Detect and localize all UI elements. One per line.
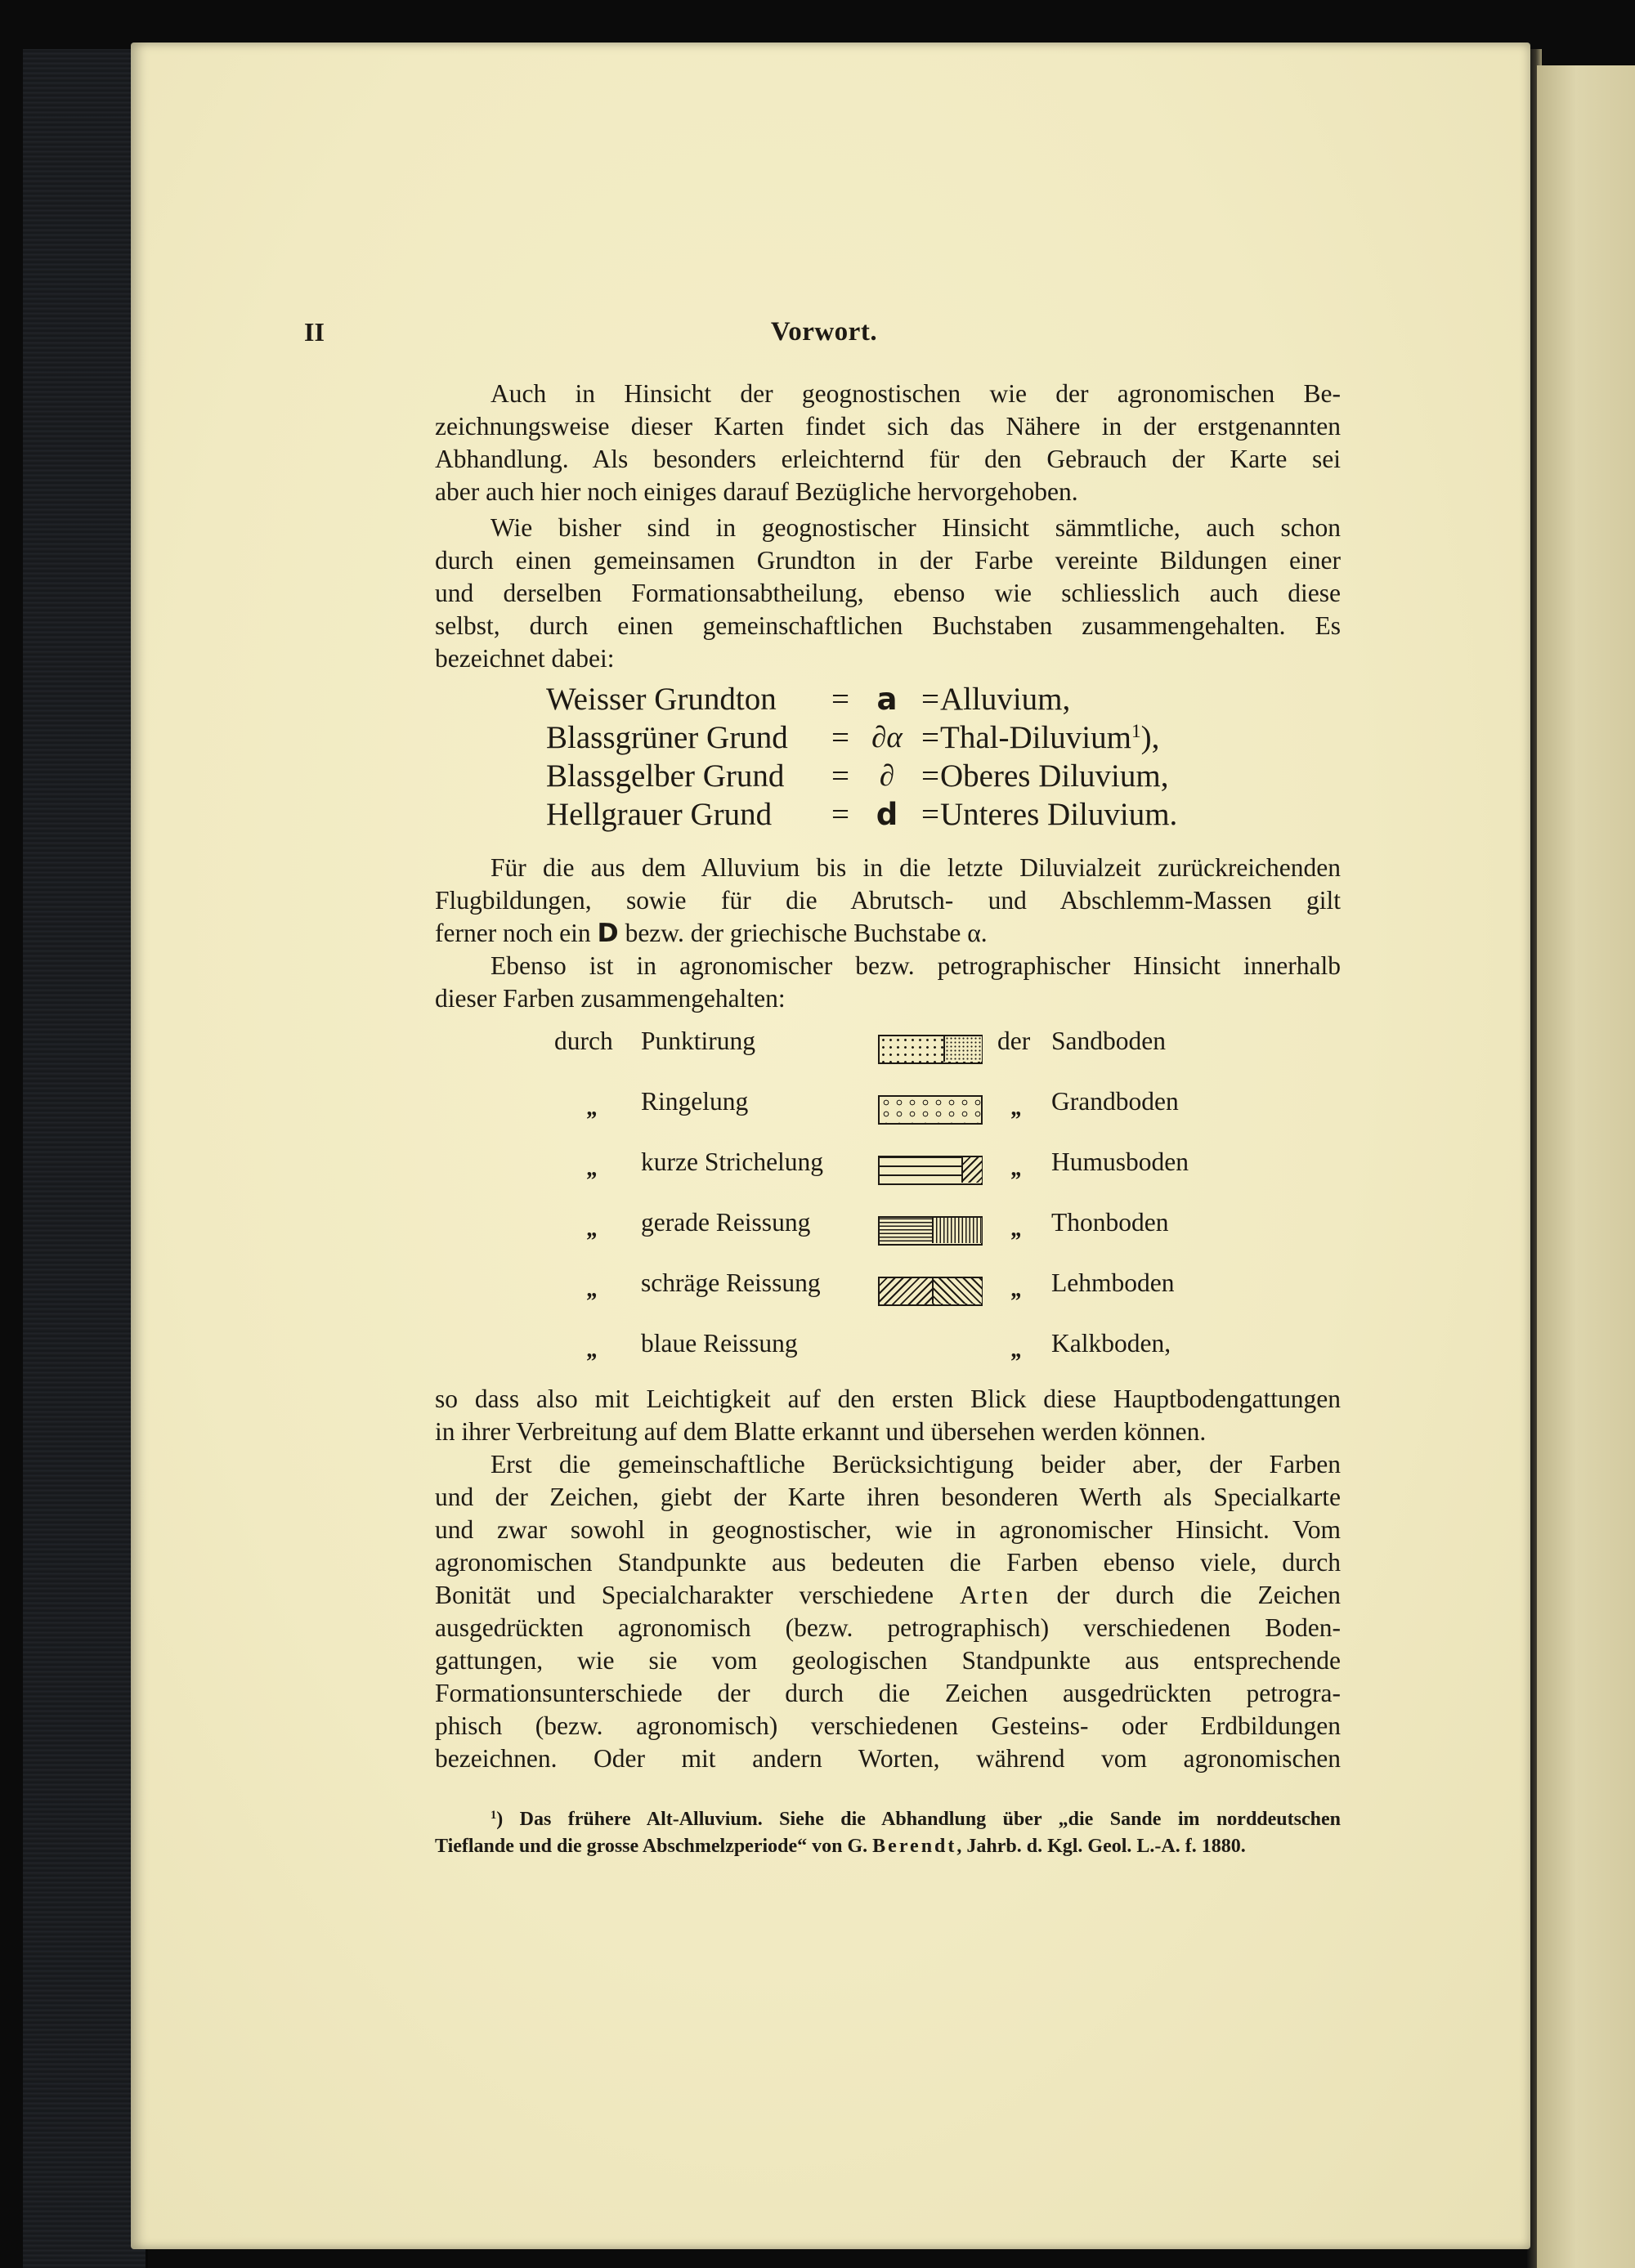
legend-prefix: durch <box>554 1027 613 1055</box>
text-line: bezeichnen. Oder mit andern Worten, während vom agronomischen <box>435 1744 1341 1773</box>
text-line: bezeichnet dabei: <box>435 644 615 673</box>
formula-equals: = <box>831 720 849 755</box>
formula-symbol: ∂α <box>871 721 903 754</box>
legend-row <box>549 1329 1285 1389</box>
formation-tail: ), <box>1140 720 1160 755</box>
text-line: dieser Farben zusammengehalten: <box>435 984 786 1013</box>
formula-equals: = <box>921 758 939 794</box>
text-segment: bezw. der griechische Buchstabe α. <box>618 919 988 947</box>
formula-formation <box>940 718 1159 757</box>
formula-ground: Weisser Grundton <box>546 682 777 717</box>
text-line: Für die aus dem Alluvium bis in die letzte Diluvialzeit zurückreichenden <box>490 853 1341 882</box>
formula-ground: Blassgrüner Grund <box>546 720 788 755</box>
ditto-mark: „ <box>587 1277 598 1302</box>
legend-pattern-name: gerade Reissung <box>641 1208 811 1237</box>
legend-pattern-name: schräge Reissung <box>641 1268 821 1297</box>
text-segment: Tieflande und die grosse Abschmelzperiode“ von G. <box>435 1836 873 1857</box>
text-segment: , Jahrb. d. Kgl. Geol. L.-A. f. 1880. <box>956 1836 1246 1857</box>
running-head: Vorwort. <box>770 317 878 347</box>
formula-ground: Hellgrauer Grund <box>546 797 773 832</box>
footnote-marker: 1 <box>490 1809 497 1823</box>
text-segment: ferner noch ein <box>435 919 598 947</box>
ditto-mark: „ <box>1011 1337 1023 1362</box>
text-line: in ihrer Verbreitung auf dem Blatte erkannt und übersehen werden können. <box>435 1417 1207 1446</box>
formula-equals: = <box>831 758 849 794</box>
text-line: Ebenso ist in agronomischer bezw. petrographischer Hinsicht innerhalb <box>490 951 1341 980</box>
ditto-mark: „ <box>1011 1216 1023 1241</box>
text-line: gattungen, wie sie vom geologischen Standpunkte aus entsprechende <box>435 1646 1341 1675</box>
legend-pattern-name: Ringelung <box>641 1087 749 1116</box>
text-line: ausgedrückten agronomisch (bezw. petrographisch) verschiedenen Boden- <box>435 1613 1341 1642</box>
legend-soil-name: Humusboden <box>1051 1147 1189 1176</box>
formula-equals: = <box>921 797 939 832</box>
paragraph-3 <box>435 852 1341 950</box>
humus-pattern-swatch <box>878 1156 983 1185</box>
formula-equals: = <box>921 720 939 755</box>
text-line: aber auch hier noch einiges darauf Bezügliche hervorgehoben. <box>435 477 1078 506</box>
text-line: Erst die gemeinschaftliche Berücksichtigung beider aber, der Farben <box>490 1450 1341 1478</box>
paragraph-4 <box>435 950 1341 1015</box>
ditto-mark: „ <box>587 1216 598 1241</box>
legend-article: der <box>997 1027 1031 1055</box>
ditto-mark: „ <box>587 1156 598 1181</box>
text-line: und der Zeichen, giebt der Karte ihren besonderen Werth als Specialkarte <box>435 1483 1341 1511</box>
text-segment: ) Das frühere Alt-Alluvium. Siehe die Abhandlung über „die Sande im norddeutschen <box>496 1809 1341 1830</box>
ditto-mark: „ <box>1011 1095 1023 1121</box>
text-line: zeichnungsweise dieser Karten findet sich das Nähere in der erstgenannten <box>435 412 1341 441</box>
gravel-pattern-swatch <box>878 1095 983 1125</box>
paragraph-6 <box>435 1448 1341 1775</box>
footnote-marker: 1 <box>1131 721 1141 743</box>
facing-page-edge <box>1537 65 1635 2268</box>
formula-equals: = <box>831 682 849 717</box>
legend-pattern-name: Punktirung <box>641 1027 756 1055</box>
formula-ground: Blassgelber Grund <box>546 758 785 794</box>
text-line: und derselben Formationsabtheilung, ebenso wie schliesslich auch diese <box>435 579 1341 607</box>
paragraph-2 <box>435 512 1341 675</box>
book-spine <box>23 49 148 2268</box>
spaced-emphasis: Berendt <box>872 1836 957 1857</box>
legend-row <box>549 1268 1285 1329</box>
legend-row <box>549 1208 1285 1268</box>
formula-equals: = <box>831 797 849 832</box>
text-line: Wie bisher sind in geognostischer Hinsicht sämmtliche, auch schon <box>490 513 1341 542</box>
text-line: Auch in Hinsicht der geognostischen wie der agronomischen Be- <box>490 379 1341 408</box>
legend-soil-name: Lehmboden <box>1051 1268 1175 1297</box>
spaced-emphasis: Arten <box>959 1581 1031 1609</box>
formula-symbol: a <box>876 682 898 717</box>
text-line: phisch (bezw. agronomisch) verschiedenen Gesteins- oder Erdbildungen <box>435 1711 1341 1740</box>
text-line: und zwar sowohl in geognostischer, wie in agronomischer Hinsicht. Vom <box>435 1515 1341 1544</box>
ditto-mark: „ <box>587 1337 598 1362</box>
legend-row <box>549 1027 1285 1087</box>
text-segment: der durch die Zeichen <box>1030 1581 1341 1609</box>
legend-pattern-name: kurze Strichelung <box>641 1147 824 1176</box>
formula-symbol: d <box>876 797 898 832</box>
paragraph-1 <box>435 378 1341 508</box>
text-line <box>435 1579 1341 1612</box>
formation-name: Thal-Diluvium <box>940 720 1131 755</box>
legend-soil-name: Sandboden <box>1051 1027 1166 1055</box>
legend-soil-name: Thonboden <box>1051 1208 1169 1237</box>
page-header <box>304 312 1344 358</box>
text-line: so dass also mit Leichtigkeit auf den ersten Blick diese Hauptbodengattungen <box>435 1385 1341 1413</box>
text-line: agronomischen Standpunkte aus bedeuten die Farben ebenso viele, durch <box>435 1548 1341 1577</box>
legend-pattern-name: blaue Reissung <box>641 1329 798 1358</box>
footnote-line <box>435 1833 1341 1860</box>
text-line <box>435 917 1341 950</box>
formula-symbol: ∂ <box>879 759 895 793</box>
legend-row <box>549 1147 1285 1208</box>
ditto-mark: „ <box>1011 1277 1023 1302</box>
text-segment: Bonität und Specialcharakter verschiedene <box>435 1581 960 1609</box>
soil-pattern-legend <box>549 1027 1285 1389</box>
footnote <box>435 1806 1341 1860</box>
text-line: selbst, durch einen gemeinschaftlichen Buchstaben zusammengehalten. Es <box>435 611 1341 640</box>
formula-formation: Unteres Diluvium. <box>940 797 1178 832</box>
legend-soil-name: Grandboden <box>1051 1087 1179 1116</box>
loam-pattern-swatch <box>878 1277 983 1306</box>
paragraph-5 <box>435 1383 1341 1448</box>
text-line: Formationsunterschiede der durch die Zeichen ausgedrückten petrogra- <box>435 1679 1341 1707</box>
formula-symbol: D <box>597 919 619 948</box>
legend-row <box>549 1087 1285 1147</box>
formula-formation: Oberes Diluvium, <box>940 758 1169 794</box>
formula-equals: = <box>921 682 939 717</box>
legend-soil-name: Kalkboden, <box>1051 1329 1171 1358</box>
text-line: Abhandlung. Als besonders erleichternd für den Gebrauch der Karte sei <box>435 445 1341 473</box>
text-line: Flugbildungen, sowie für die Abrutsch- und Abschlemm-Massen gilt <box>435 886 1341 915</box>
formula-formation: Alluvium, <box>940 682 1071 717</box>
footnote-line <box>435 1806 1341 1833</box>
page-number: II <box>304 317 325 347</box>
ditto-mark: „ <box>587 1095 598 1121</box>
ditto-mark: „ <box>1011 1156 1023 1181</box>
clay-pattern-swatch <box>878 1216 983 1246</box>
text-line: durch einen gemeinsamen Grundton in der Farbe vereinte Bildungen einer <box>435 546 1341 575</box>
sand-pattern-swatch <box>878 1035 983 1064</box>
